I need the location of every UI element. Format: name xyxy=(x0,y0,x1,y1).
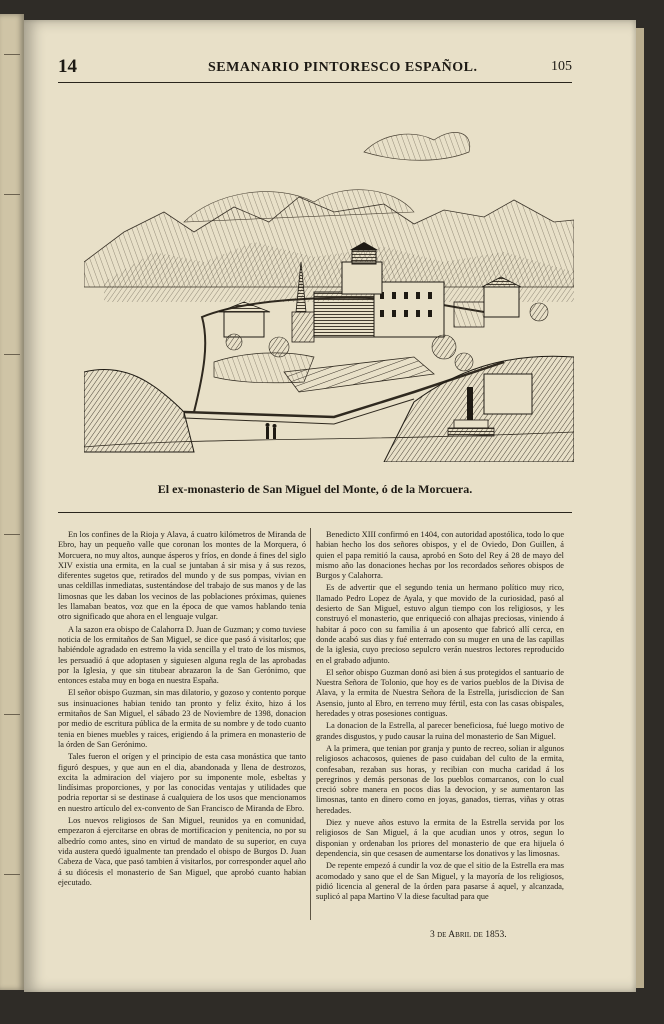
paragraph: Los nuevos religiosos de San Miguel, reunidos ya en comunidad, empezaron á ejercitarse en obras de mortificacion y penitencia, no por su albedrío como antes, sino en virtud de mandato de su superior, en cuya vida austera quedó igualmente tan prendado el obispo de Burgos D. Juan Cabeza de Vaca, que pasó tambien á visitarlos, por corresponder aquel año á su diócesis el monasterio de San Miguel, que aprobó cuanto habian ejecutado. xyxy=(58,816,306,887)
running-header xyxy=(58,56,572,78)
folio-number: 105 xyxy=(551,59,572,74)
paragraph: Tales fueron el orígen y el principio de esta casa monástica que tanto figuró despues, y que aun en el dia, abandonada y llena de destrozos, excita la admiracion del viajero por su imponente mole, esbeltas y lindísimas proporciones, y por las conocidas ventajas y utilidades que podria reportar si se destinase á cualquiera de los usos que mencionamos en nuestro artículo del ex-convento de San Francisco de Miranda de Ebro. xyxy=(58,752,306,813)
paragraph: A la sazon era obispo de Calahorra D. Juan de Guzman; y como tuviese noticia de los ermitaños de San Miguel, se dice que pasó á visitarlos; que habiéndole agradado en estremo la vida sencilla y el trato de los mismos, les persuadió á que adoptasen y siguiesen alguna regla de las aprobadas por la Iglesia, y que sin titubear abrazaron la de San Gerónimo, que entonces estaba muy en boga en nuestra España. xyxy=(58,624,306,686)
publication-title: SEMANARIO PINTORESCO ESPAÑOL. xyxy=(208,60,478,75)
paragraph: Benedicto XIII confirmó en 1404, con autoridad apostólica, todo lo que habian hecho los dos señores obispos, y el de Oviedo, Don Guillen, á quien el papa remitió la causa, aprobó en Soto del Rey á 28 de mayo del mismo año las donaciones hechas por los recordados señores obispos de Burgos y Calahorra. xyxy=(316,530,564,581)
paragraph: Es de advertir que el segundo tenia un hermano político muy rico, llamado Pedro Lopez de Ayala, y que movido de la curiosidad, pasó al desierto de San Miguel, estuvo algun tiempo con los religiosos, y les construyó el monasterio, que enriqueció con alhajas preciosas, viniendo á habitar á poco con su familia á un aposento que fabricó allí cerca, en donde acabó sus dias y fué enterrado con su muger en una de las capillas de la iglesia, cuyo precioso sepulcro verán nuestros lectores reproducido en el grabado adjunto. xyxy=(316,583,564,665)
paragraph: El señor obispo Guzman, sin mas dilatorio, y gozoso y contento porque sus insinuaciones habian tenido tan pronto y feliz éxito, hizo á los ermitaños de San Miguel, el sábado 23 de Noviembre de 1398, donacion por medio de escritura pública de la ermita de su nombre y de todo cuanto tenia en bienes muebles y raices, erigiendo á la primera en monasterio de la órden de San Gerónimo. xyxy=(58,688,306,749)
paragraph: El señor obispo Guzman donó asi bien á sus protegidos el santuario de Nuestra Señora de Tolonio, que hoy es de varios pueblos de la Divisa de Alava, y la ermita de Nuestra Señora de la Estrella, jurisdiccion de San Asensio, junto al Ebro, en terreno muy fértil, esta con las casas obispales, heredades y otras posesiones contiguas. xyxy=(316,667,564,719)
header-rule xyxy=(58,82,572,83)
facing-page-edge xyxy=(0,14,24,990)
paragraph: En los confines de la Rioja y Alava, á cuatro kilómetros de Miranda de Ebro, hay un pequeño valle que coronan los montes de la Morquera, ó Morcuera, no muy altos, aunque ásperos y fríos, en donde á fines del siglo XIV existia una ermita, en la cual se juntaban á sir misa y á sus rezos, diferentes sugetos que, retirados del mundo y de sus pompas, vivian en unas celdillas inmediatas, sustentándose del trabajo de sus manos y de las limosnas que les daban los vecinos de las poblaciones próximas, quienes les llamaban beatos, voz que en la época de que vamos hablando tenia otro significado que ahora en el lenguaje vulgar. xyxy=(58,530,306,622)
monastery-engraving xyxy=(84,112,574,462)
column-divider xyxy=(310,528,311,920)
text-column-left xyxy=(58,530,306,890)
paragraph: Diez y nueve años estuvo la ermita de la Estrella servida por los religiosos de San Miguel, á la que acudian unos y otros, segun lo disponian y ordenaban los priores del monasterio de que era hijuela ó dependencia, sin que cesasen de aumentarse los donativos y las limosnas. xyxy=(316,818,564,858)
issue-date: 3 de Abril de 1853. xyxy=(430,930,507,940)
illustration-caption: El ex-monasterio de San Miguel del Monte, ó de la Morcuera. xyxy=(157,482,473,496)
text-column-right xyxy=(316,530,564,904)
page-number: 14 xyxy=(58,56,77,77)
page-edge-right xyxy=(636,28,644,988)
paragraph: La donacion de la Estrella, al parecer beneficiosa, fué luego motivo de grandes disgustos, y pudo causar la ruina del monasterio de San Miguel. xyxy=(316,721,564,741)
paragraph: A la primera, que tenian por granja y punto de recreo, solian ir algunos religiosos achacosos, quienes de paso cuidaban del culto de la ermita, confesaban, rezaban sus horas, y recibian con mucha caridad á los peregrinos y demás personas de los pueblos comarcanos, con lo cual creció sobre manera en pocos dias la devocion, y se aumentaron las limosnas, tanto en dinero como en joyas, ganados, tierras, viñas y otras heredades. xyxy=(316,743,564,815)
caption-rule xyxy=(58,512,572,513)
paragraph: De repente empezó á cundir la voz de que el sitio de la Estrella era mas acomodado y sano que el de San Miguel, y la mayoría de los religiosos, pidió licencia al general de la órden para pasarse á aquel, y alcanzada, suplicó al papa Martino V la diese facultad para que xyxy=(316,861,564,902)
